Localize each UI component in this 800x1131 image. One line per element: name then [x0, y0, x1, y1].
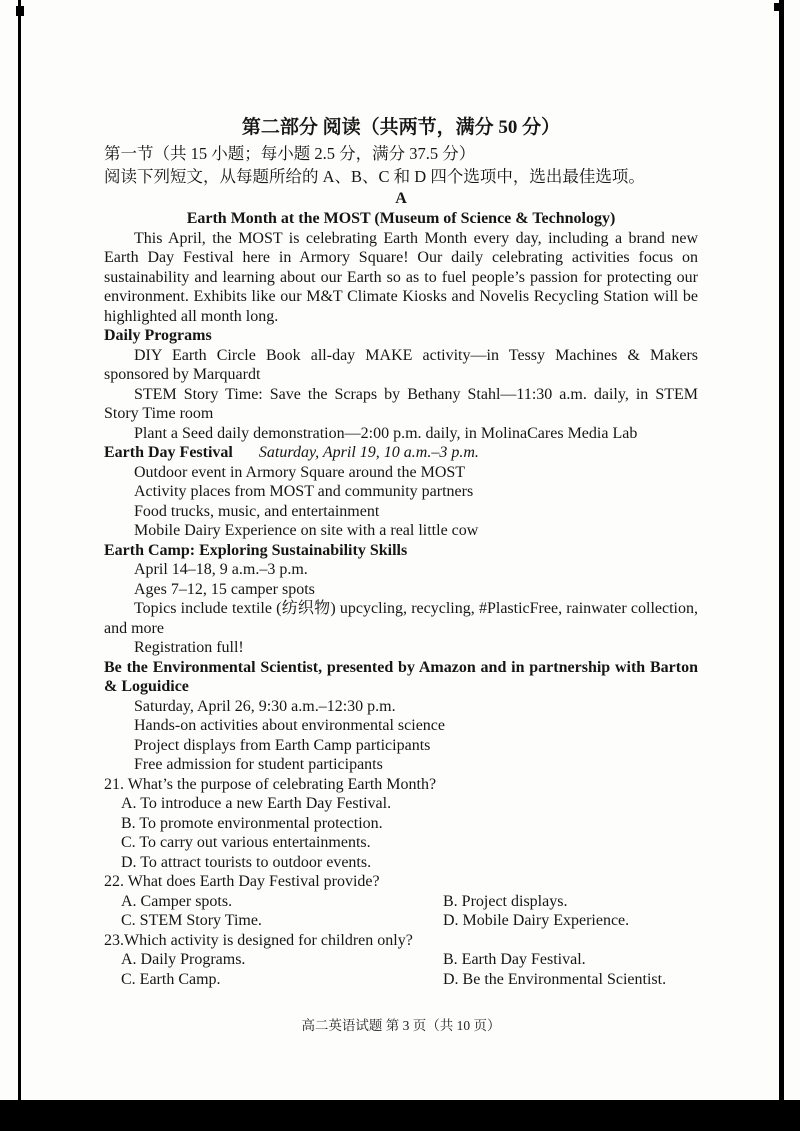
question-stem: 21. What’s the purpose of celebrating Earth Month?	[104, 775, 437, 793]
daily-programs-item: Plant a Seed daily demonstration—2:00 p.m. daily, in MolinaCares Media Lab	[134, 424, 638, 442]
scan-corner-top-left	[16, 6, 24, 16]
earth-camp-item: Topics include textile (纺织物) upcycling, recycling, #PlasticFree, rainwater collection, and more	[104, 600, 698, 637]
page-content	[104, 114, 698, 989]
daily-programs-item: DIY Earth Circle Book all-day MAKE activity—in Tessy Machines & Makers sponsored by Marquardt	[104, 346, 698, 383]
question-21	[104, 775, 698, 873]
daily-programs-heading: Daily Programs	[104, 327, 212, 344]
question-option: B. Project displays.	[443, 892, 568, 910]
earth-day-festival-heading-line	[104, 443, 698, 463]
earth-camp-heading: Earth Camp: Exploring Sustainability Skills	[104, 541, 408, 559]
environmental-scientist-item: Saturday, April 26, 9:30 a.m.–12:30 p.m.	[134, 697, 396, 715]
passage-intro: This April, the MOST is celebrating Earth Month every day, including a brand new Earth Day Festival here in Armory Square! Our daily celebrating activities focus on sustainability and learning about our Earth so as to fuel people’s passion for protecting our environment. Exhibits like our M&T Climate Kiosks and Novelis Recycling Station will be highlighted all month long.	[104, 229, 698, 325]
question-option: B. Earth Day Festival.	[443, 951, 586, 968]
environmental-scientist-item: Free admission for student participants	[134, 756, 383, 773]
scan-edge-left	[18, 0, 21, 1103]
option-row	[121, 950, 698, 970]
scan-corner-top-right	[774, 3, 784, 11]
scan-edge-bottom	[0, 1100, 800, 1131]
option-row	[121, 892, 698, 912]
earth-day-festival-item: Outdoor event in Armory Square around the MOST	[134, 463, 466, 481]
footer-text: 高二英语试题 第 3 页（共 10 页）	[301, 1018, 501, 1033]
passage-title: Earth Month at the MOST (Museum of Science & Technology)	[186, 210, 616, 227]
page-footer	[104, 1014, 698, 1034]
question-23	[104, 931, 698, 990]
option-row	[121, 970, 698, 990]
question-option: D. To attract tourists to outdoor events.	[121, 853, 372, 871]
instructions: 阅读下列短文，从每题所给的 A、B、C 和 D 四个选项中，选出最佳选项。	[104, 167, 645, 186]
question-option: C. STEM Story Time.	[121, 912, 262, 929]
question-option: C. To carry out various entertainments.	[121, 834, 371, 851]
earth-day-festival-item: Activity places from MOST and community partners	[134, 483, 474, 500]
option-row	[121, 911, 698, 931]
question-option: D. Be the Environmental Scientist.	[443, 970, 667, 988]
question-option: A. Daily Programs.	[121, 951, 246, 968]
earth-day-festival-time: Saturday, April 19, 10 a.m.–3 p.m.	[258, 444, 479, 461]
question-stem: 22. What does Earth Day Festival provide?	[104, 873, 380, 890]
section-title: 第二部分 阅读（共两节，满分 50 分）	[241, 117, 561, 138]
earth-camp-item: April 14–18, 9 a.m.–3 p.m.	[134, 561, 308, 578]
earth-day-festival-item: Food trucks, music, and entertainment	[134, 502, 380, 520]
environmental-scientist-heading: Be the Environmental Scientist, presented by Amazon and in partnership with Barton & Loguidice	[104, 658, 698, 695]
subsection-line: 第一节（共 15 小题；每小题 2.5 分，满分 37.5 分）	[104, 144, 476, 163]
scan-edge-right	[779, 0, 784, 1103]
question-option: D. Mobile Dairy Experience.	[443, 912, 630, 929]
question-option: B. To promote environmental protection.	[121, 814, 383, 832]
earth-camp-item: Ages 7–12, 15 camper spots	[134, 580, 315, 598]
environmental-scientist-item: Hands-on activities about environmental science	[134, 717, 446, 734]
passage-label: A	[395, 190, 407, 207]
question-option: C. Earth Camp.	[121, 970, 221, 988]
question-option: A. To introduce a new Earth Day Festival.	[121, 795, 392, 812]
question-22	[104, 872, 698, 931]
question-option: A. Camper spots.	[121, 892, 233, 910]
earth-camp-item: Registration full!	[134, 639, 244, 656]
earth-day-festival-heading: Earth Day Festival	[104, 444, 233, 461]
question-stem: 23.Which activity is designed for children only?	[104, 931, 413, 949]
environmental-scientist-item: Project displays from Earth Camp participants	[134, 736, 431, 754]
earth-day-festival-item: Mobile Dairy Experience on site with a real little cow	[134, 522, 479, 539]
daily-programs-item: STEM Story Time: Save the Scraps by Bethany Stahl—11:30 a.m. daily, in STEM Story Time room	[104, 385, 698, 422]
